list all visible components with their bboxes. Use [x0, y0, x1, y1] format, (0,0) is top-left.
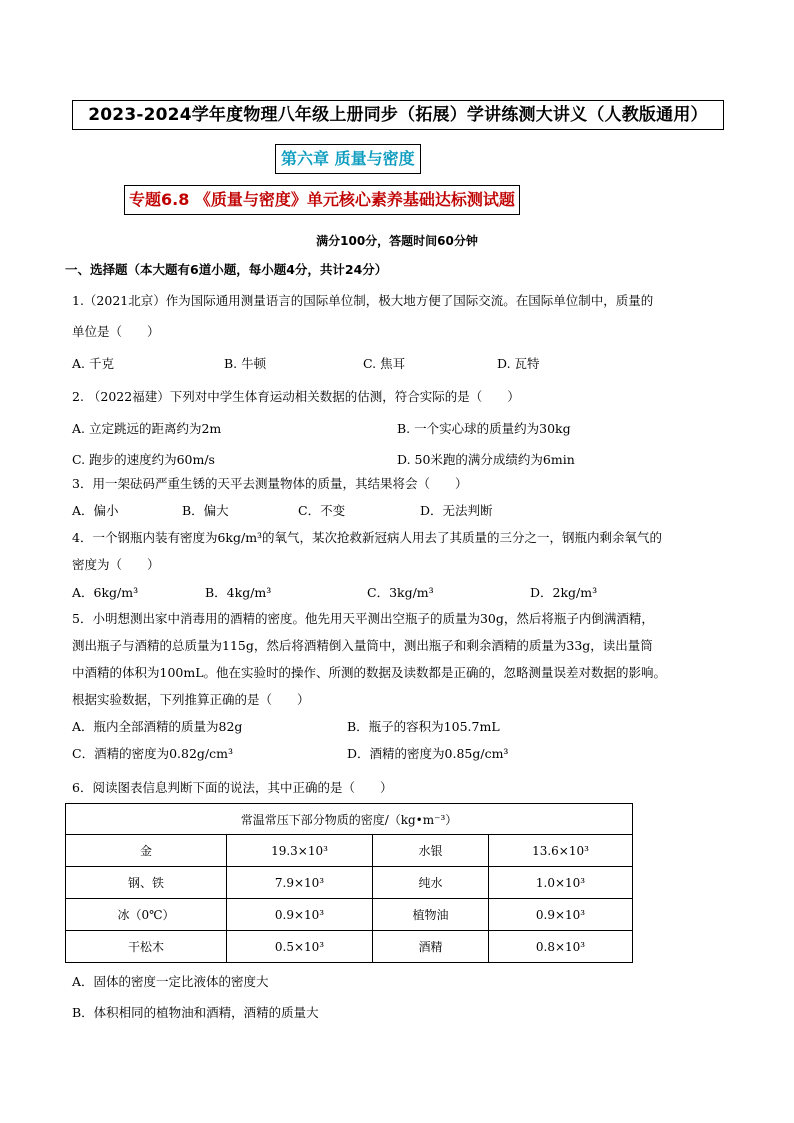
table-row — [66, 899, 633, 931]
question-5-line-4: 根据实验数据，下列推算正确的是（ ） — [72, 692, 310, 707]
table-cell: 7.9×10³ — [227, 867, 373, 899]
q1-option-b: B. 牛顿 — [224, 356, 267, 371]
q4-option-c: C．3kg/m³ — [367, 585, 434, 600]
question-4-line-1: 4．一个钢瓶内装有密度为6kg/m³的氧气，某次抢救新冠病人用去了其质量的三分之一，钢瓶内剩余氧气的 — [72, 530, 663, 545]
series-title: 2023-2024学年度物理八年级上册同步（拓展）学讲练测大讲义（人教版通用） — [72, 100, 724, 130]
q4-option-a: A．6kg/m³ — [72, 585, 139, 600]
q5-option-a: A．瓶内全部酒精的质量为82g — [72, 719, 243, 734]
q2-option-a: A. 立定跳远的距离约为2m — [72, 421, 222, 436]
question-5-line-1: 5．小明想测出家中消毒用的酒精的密度。他先用天平测出空瓶子的质量为30g，然后将瓶子内倒满酒精， — [72, 611, 654, 626]
q6-option-a: A．固体的密度一定比液体的密度大 — [72, 974, 269, 989]
question-5-line-2: 测出瓶子与酒精的总质量为115g，然后将酒精倒入量筒中，测出瓶子和剩余酒精的质量为33g，读出量筒 — [72, 638, 653, 653]
table-cell: 19.3×10³ — [227, 835, 373, 867]
q2-option-d: D. 50米跑的满分成绩约为6min — [397, 452, 575, 467]
table-cell: 13.6×10³ — [489, 835, 633, 867]
q1-option-d: D. 瓦特 — [497, 356, 540, 371]
table-cell: 干松木 — [66, 931, 227, 963]
question-1-line-2: 单位是（ ） — [72, 324, 160, 339]
table-cell: 水银 — [373, 835, 489, 867]
q4-option-b: B．4kg/m³ — [205, 585, 272, 600]
question-4-line-2: 密度为（ ） — [72, 557, 160, 572]
table-cell: 0.5×10³ — [227, 931, 373, 963]
density-table-title: 常温常压下部分物质的密度/（kg•m⁻³） — [66, 804, 633, 835]
q2-option-c: C. 跑步的速度约为60m/s — [72, 452, 215, 467]
table-cell: 钢、铁 — [66, 867, 227, 899]
chapter-title: 第六章 质量与密度 — [275, 144, 421, 174]
q4-option-d: D．2kg/m³ — [530, 585, 598, 600]
q3-option-d: D．无法判断 — [420, 503, 493, 518]
table-cell: 0.9×10³ — [227, 899, 373, 931]
q1-option-a: A. 千克 — [72, 356, 114, 371]
table-cell: 0.8×10³ — [489, 931, 633, 963]
q6-option-b: B．体积相同的植物油和酒精，酒精的质量大 — [72, 1005, 319, 1020]
table-cell: 0.9×10³ — [489, 899, 633, 931]
table-row — [66, 931, 633, 963]
topic-title: 专题6.8 《质量与密度》单元核心素养基础达标测试题 — [124, 185, 520, 215]
question-2-stem: 2. （2022福建）下列对中学生体育运动相关数据的估测，符合实际的是（ ） — [72, 389, 520, 404]
q5-option-c: C．酒精的密度为0.82g/cm³ — [72, 746, 233, 761]
question-3-stem: 3．用一架砝码严重生锈的天平去测量物体的质量，其结果将会（ ） — [72, 476, 468, 491]
table-cell: 植物油 — [373, 899, 489, 931]
q3-option-b: B．偏大 — [182, 503, 229, 518]
question-5-line-3: 中酒精的体积为100mL。他在实验时的操作、所测的数据及读数都是正确的，忽略测量误差对数据的影响。 — [72, 665, 667, 680]
table-cell: 酒精 — [373, 931, 489, 963]
table-cell: 1.0×10³ — [489, 867, 633, 899]
question-6-stem: 6．阅读图表信息判断下面的说法，其中正确的是（ ） — [72, 780, 393, 795]
q5-option-b: B．瓶子的容积为105.7mL — [347, 719, 500, 734]
table-cell: 金 — [66, 835, 227, 867]
density-table — [65, 803, 633, 963]
table-row — [66, 867, 633, 899]
question-1-line-1: 1.（2021北京）作为国际通用测量语言的国际单位制，极大地方便了国际交流。在国际单位制中，质量的 — [72, 293, 654, 308]
q2-option-b: B. 一个实心球的质量约为30kg — [397, 421, 571, 436]
q1-option-c: C. 焦耳 — [363, 356, 406, 371]
q5-option-d: D．酒精的密度为0.85g/cm³ — [347, 746, 509, 761]
table-cell: 纯水 — [373, 867, 489, 899]
q3-option-a: A．偏小 — [72, 503, 119, 518]
q3-option-c: C．不变 — [298, 503, 346, 518]
section-title: 一、选择题（本大题有6道小题，每小题4分，共计24分） — [65, 262, 388, 277]
exam-info: 满分100分，答题时间60分钟 — [316, 234, 478, 248]
table-row — [66, 835, 633, 867]
table-cell: 冰（0℃） — [66, 899, 227, 931]
